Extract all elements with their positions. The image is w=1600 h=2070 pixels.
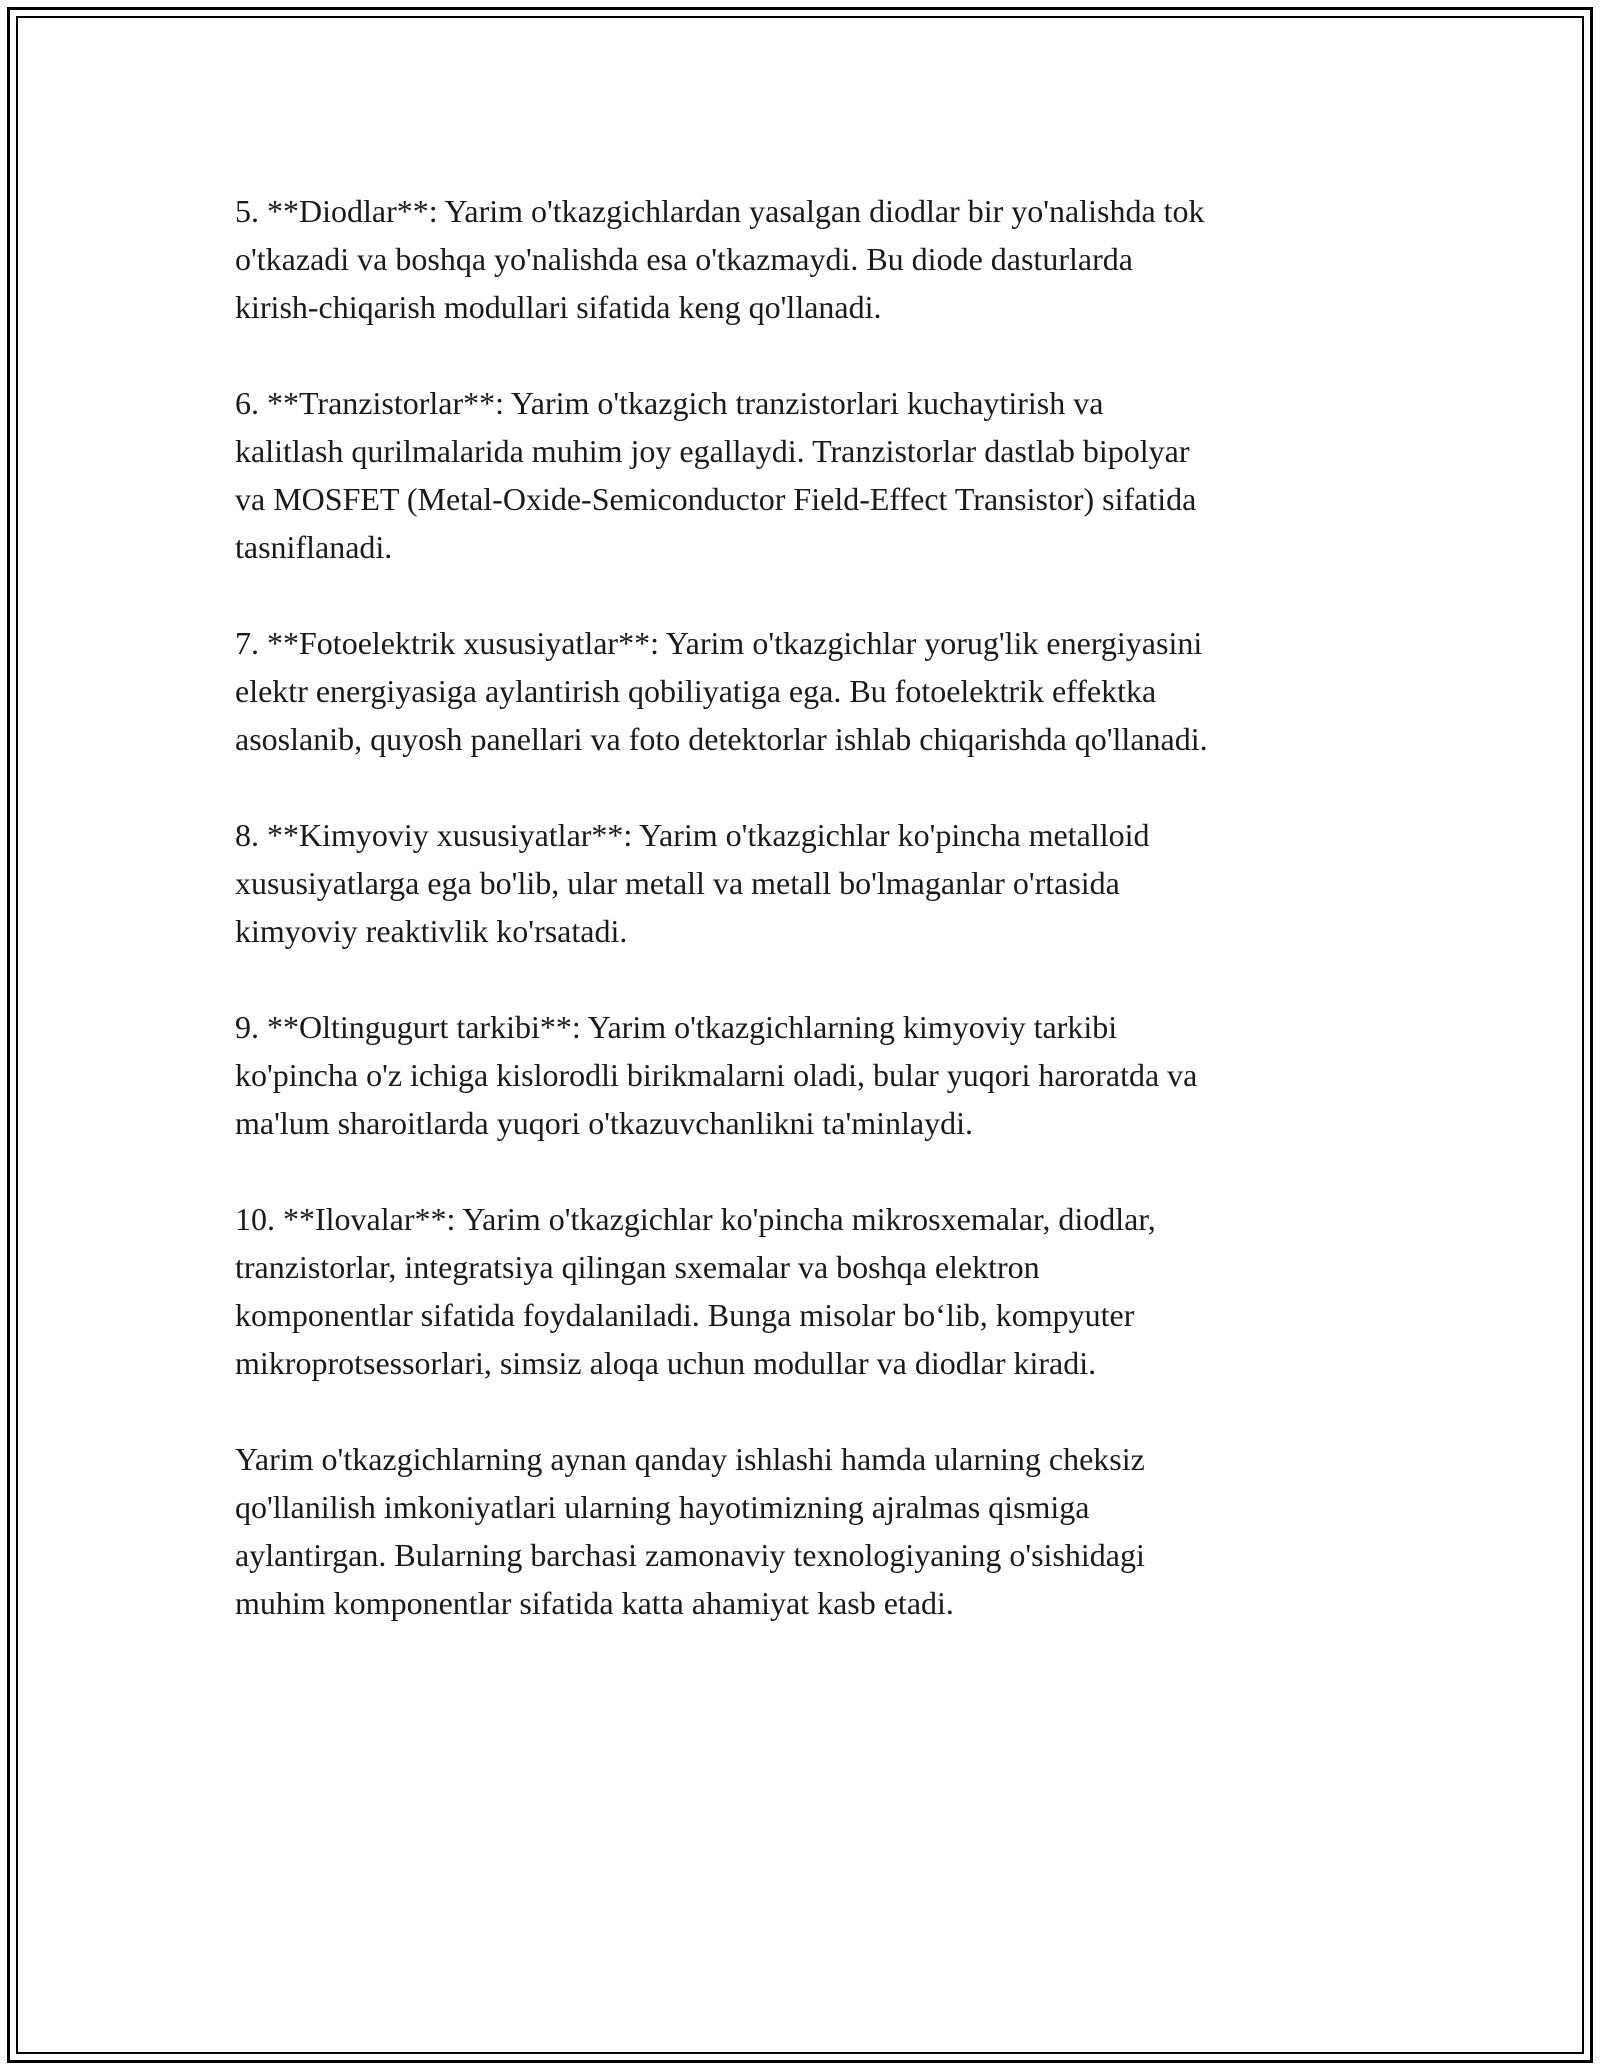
text-line: 9. **Oltingugurt tarkibi**: Yarim o'tkazgichlarning kimyoviy tarkibi	[235, 1009, 1118, 1045]
text-line: tasniflanadi.	[235, 529, 393, 565]
text-line: ko'pincha o'z ichiga kislorodli birikmalarni oladi, bular yuqori haroratda va	[235, 1057, 1198, 1093]
text-line: 5. **Diodlar**: Yarim o'tkazgichlardan yasalgan diodlar bir yo'nalishda tok	[235, 193, 1205, 229]
paragraph-tranzistorlar	[235, 379, 1360, 571]
text-line: 7. **Fotoelektrik xususiyatlar**: Yarim o'tkazgichlar yorug'lik energiyasini	[235, 625, 1203, 661]
paragraph-ilovalar	[235, 1195, 1360, 1387]
text-line: aylantirgan. Bularning barchasi zamonaviy texnologiyaning o'sishidagi	[235, 1537, 1145, 1573]
text-line: 8. **Kimyoviy xususiyatlar**: Yarim o'tkazgichlar ko'pincha metalloid	[235, 817, 1150, 853]
text-line: kirish-chiqarish modullari sifatida keng qo'llanadi.	[235, 289, 882, 325]
text-line: qo'llanilish imkoniyatlari ularning hayotimizning ajralmas qismiga	[235, 1489, 1090, 1525]
document-body	[235, 187, 1360, 1675]
paragraph-kimyoviy	[235, 811, 1360, 955]
text-line: 6. **Tranzistorlar**: Yarim o'tkazgich tranzistorlari kuchaytirish va	[235, 385, 1104, 421]
text-line: kimyoviy reaktivlik ko'rsatadi.	[235, 913, 628, 949]
paragraph-oltingugurt	[235, 1003, 1360, 1147]
text-line: va MOSFET (Metal-Oxide-Semiconductor Field-Effect Transistor) sifatida	[235, 481, 1197, 517]
text-line: muhim komponentlar sifatida katta ahamiyat kasb etadi.	[235, 1585, 954, 1621]
text-line: elektr energiyasiga aylantirish qobiliyatiga ega. Bu fotoelektrik effektka	[235, 673, 1157, 709]
paragraph-conclusion	[235, 1435, 1360, 1627]
paragraph-diodlar	[235, 187, 1360, 331]
text-line: tranzistorlar, integratsiya qilingan sxemalar va boshqa elektron	[235, 1249, 1040, 1285]
text-line: xususiyatlarga ega bo'lib, ular metall va metall bo'lmaganlar o'rtasida	[235, 865, 1120, 901]
text-line: komponentlar sifatida foydalaniladi. Bunga misolar bo‘lib, kompyuter	[235, 1297, 1135, 1333]
text-line: Yarim o'tkazgichlarning aynan qanday ishlashi hamda ularning cheksiz	[235, 1441, 1145, 1477]
text-line: asoslanib, quyosh panellari va foto detektorlar ishlab chiqarishda qo'llanadi.	[235, 721, 1208, 757]
text-line: kalitlash qurilmalarida muhim joy egallaydi. Tranzistorlar dastlab bipolyar	[235, 433, 1190, 469]
text-line: o'tkazadi va boshqa yo'nalishda esa o'tkazmaydi. Bu diode dasturlarda	[235, 241, 1133, 277]
text-line: mikroprotsessorlari, simsiz aloqa uchun modullar va diodlar kiradi.	[235, 1345, 1097, 1381]
text-line: 10. **Ilovalar**: Yarim o'tkazgichlar ko'pincha mikrosxemalar, diodlar,	[235, 1201, 1156, 1237]
paragraph-fotoelektrik	[235, 619, 1360, 763]
text-line: ma'lum sharoitlarda yuqori o'tkazuvchanlikni ta'minlaydi.	[235, 1105, 973, 1141]
